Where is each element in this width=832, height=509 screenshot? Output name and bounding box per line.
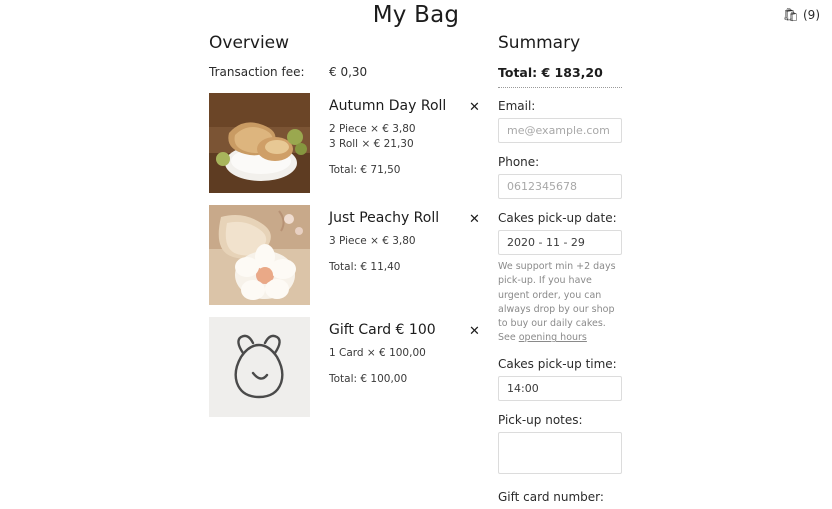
cart-item [209,93,479,193]
page-title: My Bag [372,2,460,28]
pickup-date-field[interactable] [498,230,622,255]
cart-item [209,205,479,305]
cart-item [209,317,479,417]
cart-item-total: Total: € 71,50 [329,164,401,177]
cart-item-info [310,205,460,305]
opening-hours-link[interactable]: opening hours [518,332,587,344]
transaction-fee-row [209,65,479,79]
summary-column [498,33,626,509]
pickup-date-label: Cakes pick-up date: [498,211,617,225]
pickup-helper-sentence: We support min +2 days pick-up. If you have urgent order, you can always drop by our shop to buy our daily cakes. See [498,261,616,344]
email-label: Email: [498,99,536,113]
shopping-bag-icon: 🛍 [782,7,799,23]
gift-card-number-label: Gift card number: [498,489,604,504]
email-field[interactable] [498,118,622,143]
cart-item-line: 2 Piece × € 3,80 [329,122,416,135]
cart-item-total: Total: € 11,40 [329,261,401,274]
remove-item-button[interactable]: ✕ [469,324,480,339]
remove-item-button[interactable]: ✕ [469,100,480,115]
pickup-notes-label: Pick-up notes: [498,412,583,427]
summary-total: Total: € 183,20 [498,65,603,80]
cart-item-name: Just Peachy Roll [329,210,440,226]
cart-item-line: 3 Roll × € 21,30 [329,138,414,151]
cart-item-name: Gift Card € 100 [329,322,436,338]
summary-heading: Summary [498,33,581,53]
overview-heading: Overview [209,33,290,53]
phone-field[interactable] [498,174,622,199]
cart-item-total: Total: € 100,00 [329,373,408,386]
cart-item-line: 1 Card × € 100,00 [329,346,426,359]
transaction-fee-value: € 0,30 [329,65,368,79]
cart-item-info [310,317,460,417]
transaction-fee-label: Transaction fee: [209,65,305,79]
photo-pastry-rolls [209,93,310,193]
pickup-notes-field[interactable] [498,432,622,474]
photo-peach-cake [209,205,310,305]
remove-item-button[interactable]: ✕ [469,212,480,227]
cart-item-name: Autumn Day Roll [329,98,447,114]
cart-item-info [310,93,460,193]
overview-column [209,33,479,429]
pickup-time-label: Cakes pick-up time: [498,356,617,371]
pickup-helper-text [498,260,622,346]
phone-label: Phone: [498,155,540,169]
cart-item-line: 3 Piece × € 3,80 [329,234,416,247]
summary-divider [498,87,622,88]
cat-logo-placeholder [209,317,310,417]
pickup-time-field[interactable] [498,376,622,401]
bag-count: (9) [803,8,820,22]
bag-indicator[interactable] [782,8,820,22]
